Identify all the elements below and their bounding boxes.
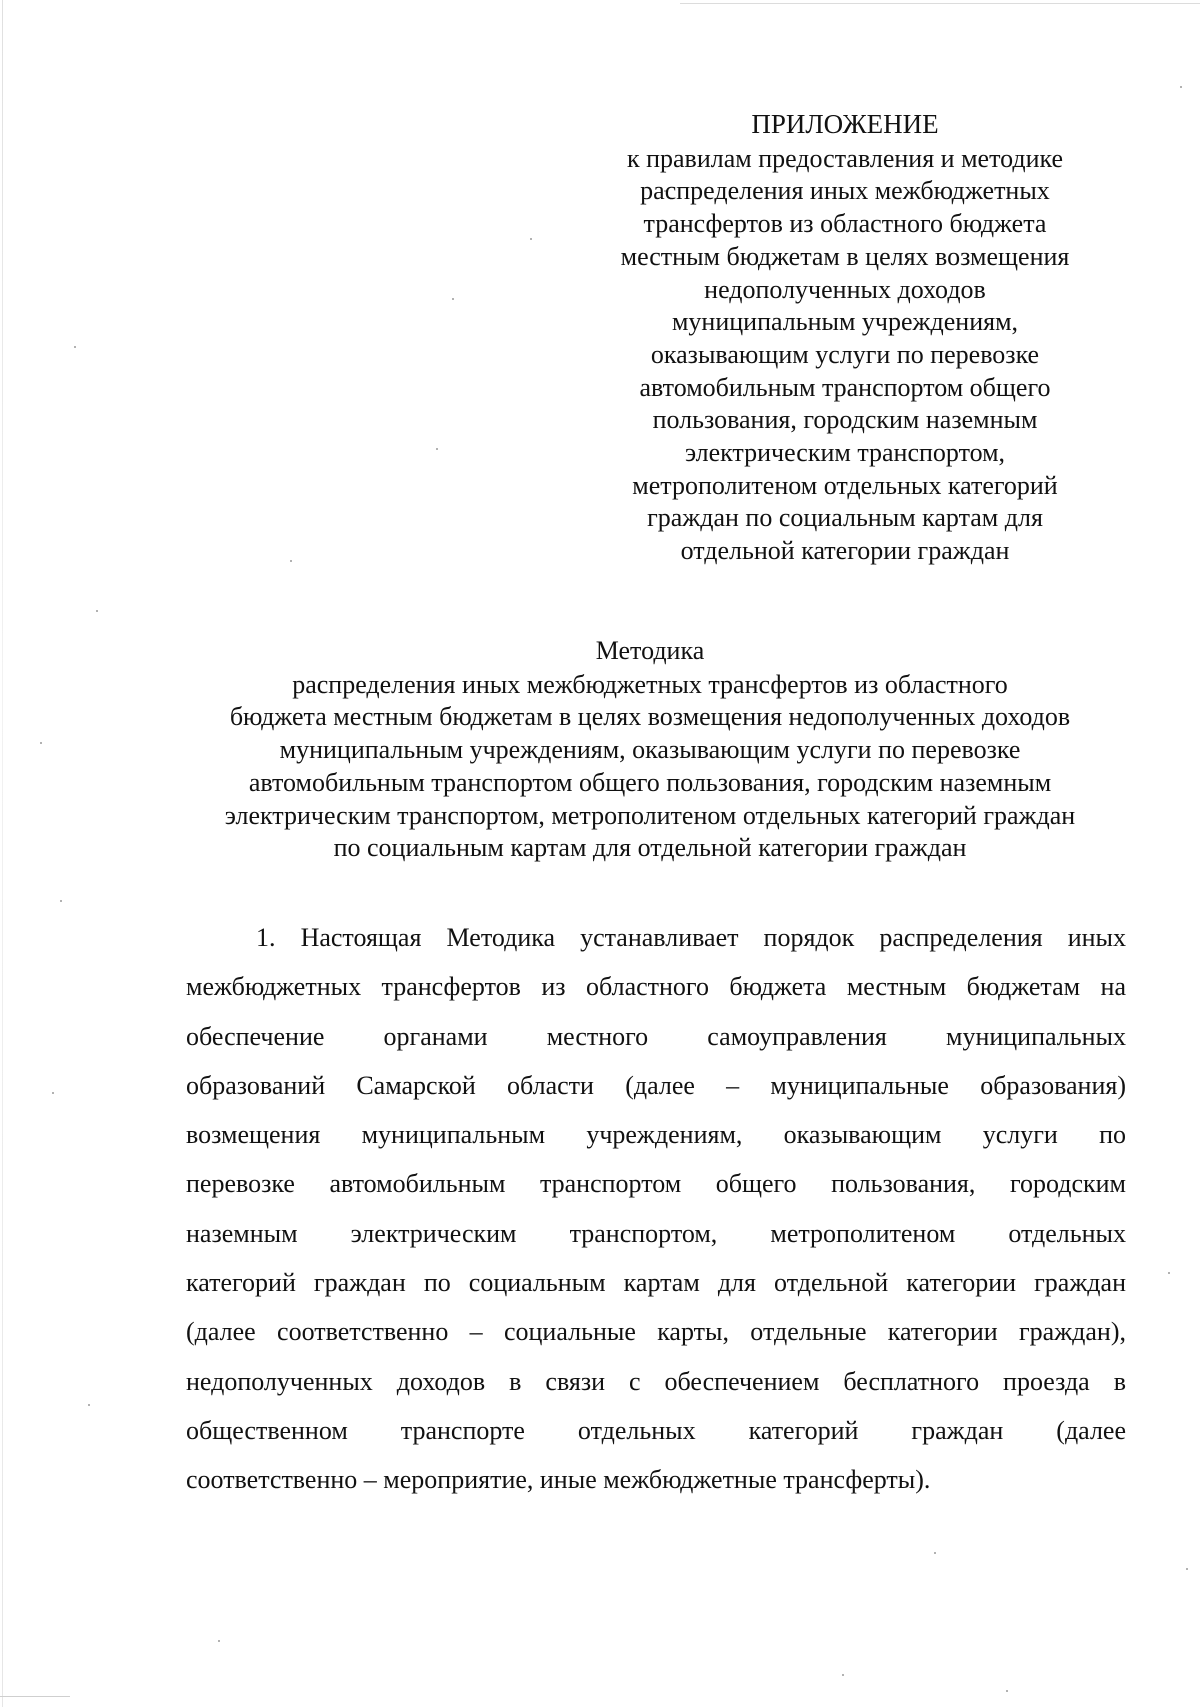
paragraph-line: недополученных доходов в связи с обеспечением бесплатного проезда в	[186, 1366, 1126, 1396]
appendix-line: автомобильным транспортом общего	[639, 372, 1051, 402]
appendix-line: метрополитеном отдельных категорий	[632, 470, 1058, 500]
appendix-line: пользования, городским наземным	[652, 405, 1038, 435]
paragraph-line: образований Самарской области (далее – муниципальные образования)	[186, 1070, 1126, 1100]
appendix-line: электрическим транспортом,	[684, 438, 1006, 468]
methodology-subtitle-line: электрическим транспортом, метрополитеном отдельных категорий граждан	[224, 800, 1076, 830]
methodology-title-block	[150, 635, 1150, 865]
appendix-line: трансфертов из областного бюджета	[643, 209, 1047, 239]
appendix-line: оказывающим услуги по перевозке	[650, 339, 1040, 369]
methodology-subtitle-line: распределения иных межбюджетных трансфертов из областного	[292, 669, 1008, 699]
appendix-block	[560, 108, 1130, 568]
methodology-subtitle-line: бюджета местным бюджетам в целях возмещения недополученных доходов	[229, 702, 1071, 732]
paragraph-line: общественном транспорте отдельных категорий граждан (далее	[186, 1415, 1126, 1445]
paragraph-line: (далее соответственно – социальные карты, отдельные категории граждан),	[186, 1317, 1126, 1347]
methodology-heading: Методика	[595, 636, 705, 665]
appendix-title: ПРИЛОЖЕНИЕ	[751, 109, 939, 139]
scan-edge-left	[2, 0, 3, 1707]
paragraph-line: соответственно – мероприятие, иные межбюджетные трансферты).	[186, 1465, 931, 1495]
appendix-line: отдельной категории граждан	[680, 536, 1010, 566]
paragraph-1	[186, 913, 1126, 1505]
methodology-subtitle-line: муниципальным учреждениям, оказывающим услуги по перевозке	[279, 735, 1021, 765]
paragraph-line: наземным электрическим транспортом, метрополитеном отдельных	[186, 1218, 1126, 1248]
appendix-line: муниципальным учреждениям,	[671, 307, 1019, 337]
paragraph-line: обеспечение органами местного самоуправления муниципальных	[186, 1021, 1126, 1051]
paragraph-line: категорий граждан по социальным картам для отдельной категории граждан	[186, 1268, 1126, 1298]
scan-edge-top	[680, 3, 1200, 4]
appendix-line: распределения иных межбюджетных	[640, 176, 1050, 206]
paragraph-line: 1. Настоящая Методика устанавливает порядок распределения иных	[256, 923, 1126, 952]
scan-edge-bottom	[0, 1696, 70, 1697]
appendix-line: граждан по социальным картам для	[647, 503, 1043, 533]
methodology-subtitle-line: автомобильным транспортом общего пользования, городским наземным	[248, 767, 1052, 797]
paragraph-line: перевозке автомобильным транспортом общего пользования, городским	[186, 1169, 1126, 1199]
paragraph-line: возмещения муниципальным учреждениям, оказывающим услуги по	[186, 1120, 1126, 1150]
appendix-line: местным бюджетам в целях возмещения	[620, 241, 1070, 271]
appendix-line: к правилам предоставления и методике	[626, 143, 1064, 173]
methodology-subtitle-line: по социальным картам для отдельной категории граждан	[333, 833, 967, 863]
paragraph-line: межбюджетных трансфертов из областного бюджета местным бюджетам на	[186, 972, 1126, 1002]
appendix-line: недополученных доходов	[704, 274, 986, 304]
